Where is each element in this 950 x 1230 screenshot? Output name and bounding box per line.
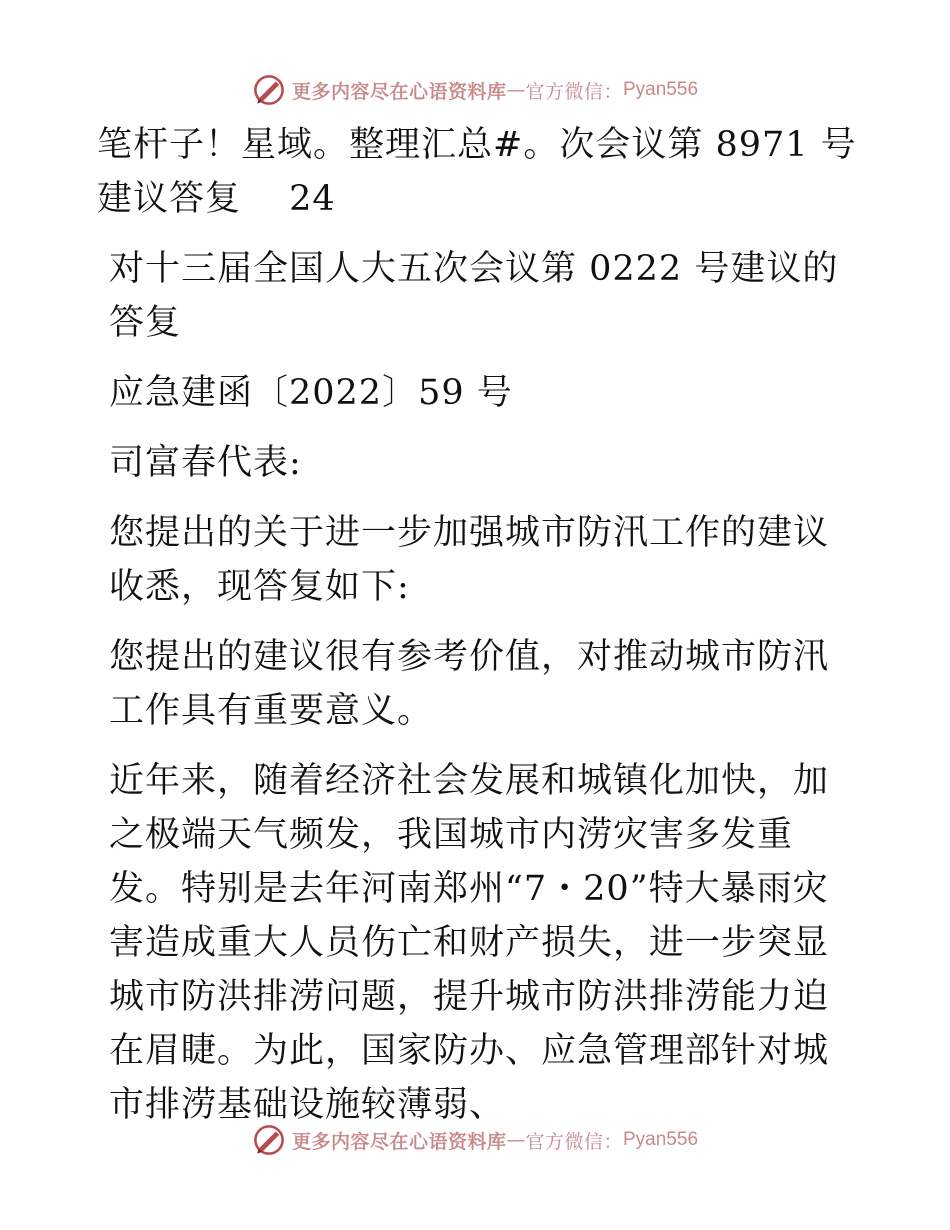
banner-separator: — bbox=[506, 1129, 526, 1151]
banner-wechat-id: Pyan556 bbox=[623, 1129, 699, 1150]
banner-text: 更多内容尽在心语资料库 bbox=[291, 80, 507, 103]
banner-separator: — bbox=[506, 79, 526, 101]
doc-title: 对十三届全国人大五次会议第 0222 号建议的答复 bbox=[109, 249, 839, 343]
doc-salutation: 司富春代表: bbox=[109, 443, 302, 483]
banner-wechat-id: Pyan556 bbox=[623, 79, 699, 100]
pen-logo-icon bbox=[252, 1123, 286, 1157]
header-watermark bbox=[0, 70, 950, 110]
pen-logo-icon bbox=[252, 73, 286, 107]
footer-watermark bbox=[0, 1120, 950, 1160]
banner-text: 更多内容尽在心语资料库 bbox=[291, 1130, 507, 1153]
doc-paragraph: 您提出的建议很有参考价值，对推动城市防汛工作具有重要意义。 bbox=[109, 637, 830, 731]
doc-heading-line: 笔杆子！星域。整理汇总#。次会议第 8971 号建议答复 24 bbox=[97, 125, 857, 219]
doc-paragraph: 近年来，随着经济社会发展和城镇化加快，加之极端天气频发，我国城市内涝灾害多发重发。特别是去年河南郑州“7・20”特大暴雨灾害造成重大人员伤亡和财产损失，进一步突显城市防洪排涝问题，提升城市防洪排涝能力迫在眉睫。为此，国家防办、应急管理部针对城市排涝基础设施较薄弱、 bbox=[109, 761, 830, 1125]
document-body bbox=[97, 118, 857, 1132]
banner-wechat-label: 官方微信： bbox=[525, 80, 623, 103]
doc-paragraph: 您提出的关于进一步加强城市防汛工作的建议收悉，现答复如下: bbox=[109, 513, 830, 607]
doc-reference-number: 应急建函〔2022〕59 号 bbox=[109, 373, 513, 413]
banner-wechat-label: 官方微信： bbox=[525, 1130, 623, 1153]
